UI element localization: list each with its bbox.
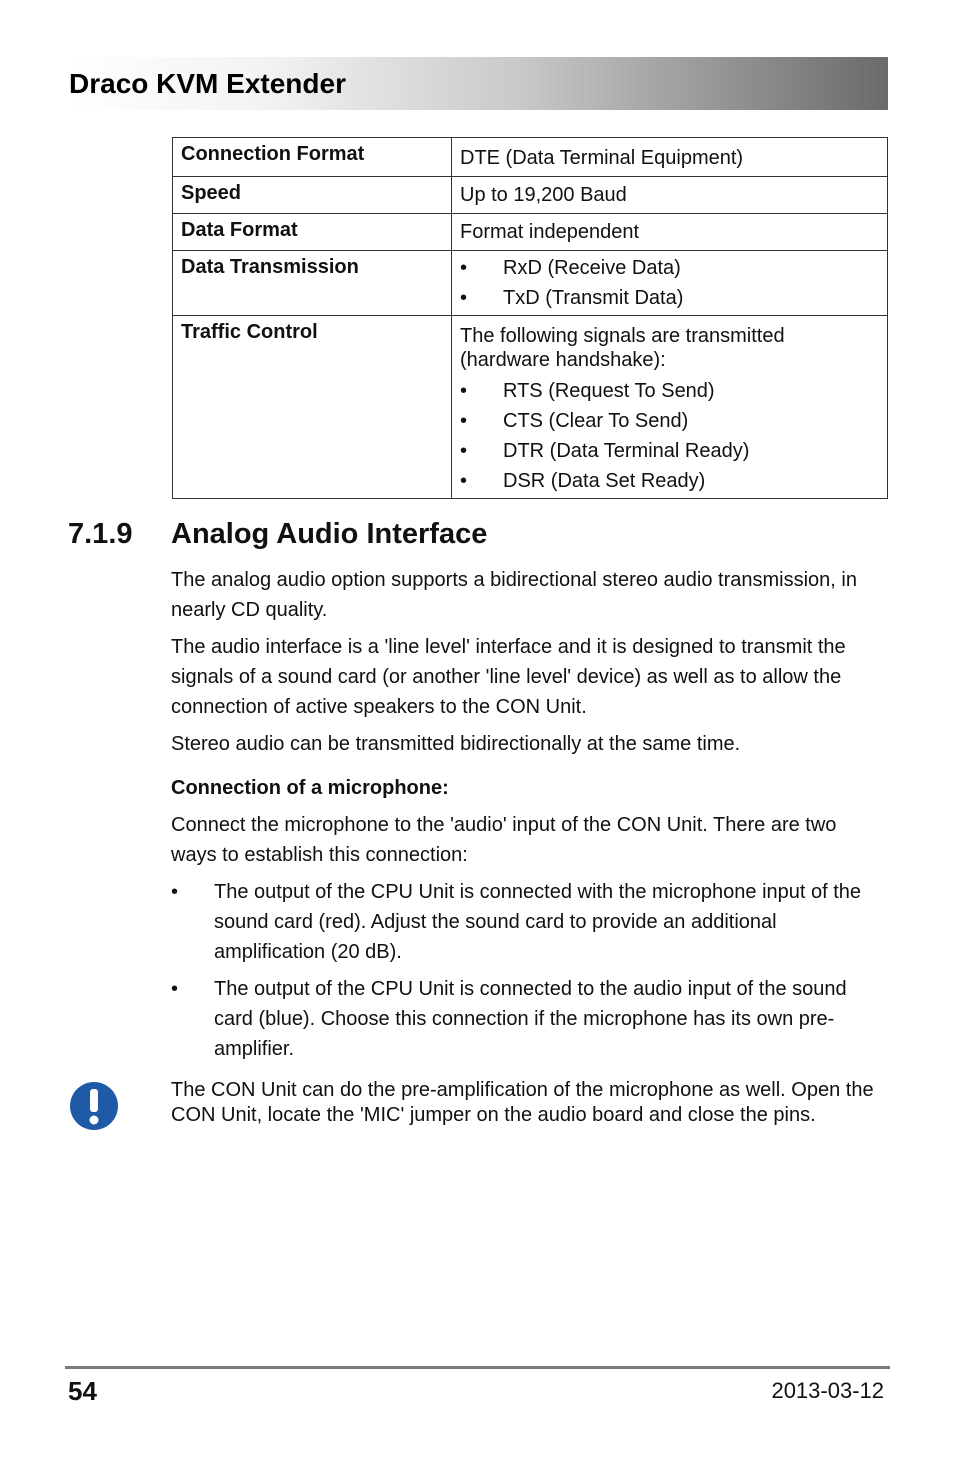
section-number: 7.1.9 [68,518,133,550]
note-text: The CON Unit can do the pre-amplification of the microphone as well. Open the CON Unit, locate the 'MIC' jumper on the audio board and close the pins. [171,1079,874,1126]
document-title: Draco KVM Extender [69,68,346,99]
table-row [173,214,888,251]
table-row [173,316,888,499]
row-value [452,251,888,316]
paragraph: Connect the microphone to the 'audio' input of the CON Unit. There are two ways to establish this connection: [171,814,837,866]
row-label: Traffic Control [173,316,452,499]
section-heading [68,518,487,551]
header-bar [65,57,888,110]
row-value: DTE (Data Terminal Equipment) [452,138,888,177]
row-label: Speed [173,177,452,214]
row-value: Format independent [452,214,888,251]
paragraph: The analog audio option supports a bidirectional stereo audio transmission, in nearly CD quality. [171,569,857,621]
page-number: 54 [68,1376,97,1406]
bullet-list [460,376,879,496]
bullet-list [171,974,883,1064]
list-item: • TxD (Transmit Data) [460,283,879,313]
table-row [173,251,888,316]
list-item: • DSR (Data Set Ready) [460,466,879,496]
paragraph: Stereo audio can be transmitted bidirectionally at the same time. [171,733,741,755]
spec-table [172,137,888,499]
row-value [452,316,888,499]
list-item: • RxD (Receive Data) [460,253,879,283]
subheading: Connection of a microphone: [171,777,449,799]
row-label: Data Transmission [173,251,452,316]
list-item: • DTR (Data Terminal Ready) [460,436,879,466]
bullet-list [460,253,879,313]
row-value: Up to 19,200 Baud [452,177,888,214]
row-label: Data Format [173,214,452,251]
section-title: Analog Audio Interface [171,518,488,550]
list-item: • The output of the CPU Unit is connected to the audio input of the sound card (blue). Choose this connection if the microphone has its own pre-amplifier. [171,974,883,1064]
paragraph: The audio interface is a 'line level' interface and it is designed to transmit the signals of a sound card (or another 'line level' device) as well as to allow the connection of active speakers to the CON Unit. [171,636,846,718]
list-item: • RTS (Request To Send) [460,376,879,406]
list-item: • CTS (Clear To Send) [460,406,879,436]
table-row [173,138,888,177]
cell-intro: The following signals are transmitted (hardware handshake): [460,325,785,371]
list-item: • The output of the CPU Unit is connected with the microphone input of the sound card (red). Adjust the sound card to provide an additional amplification (20 dB). [171,877,883,967]
table-row [173,177,888,214]
bullet-list [171,877,883,967]
footer-divider [65,1366,890,1369]
exclamation-icon [69,1081,119,1131]
footer-date: 2013-03-12 [771,1378,884,1403]
row-label: Connection Format [173,138,452,177]
